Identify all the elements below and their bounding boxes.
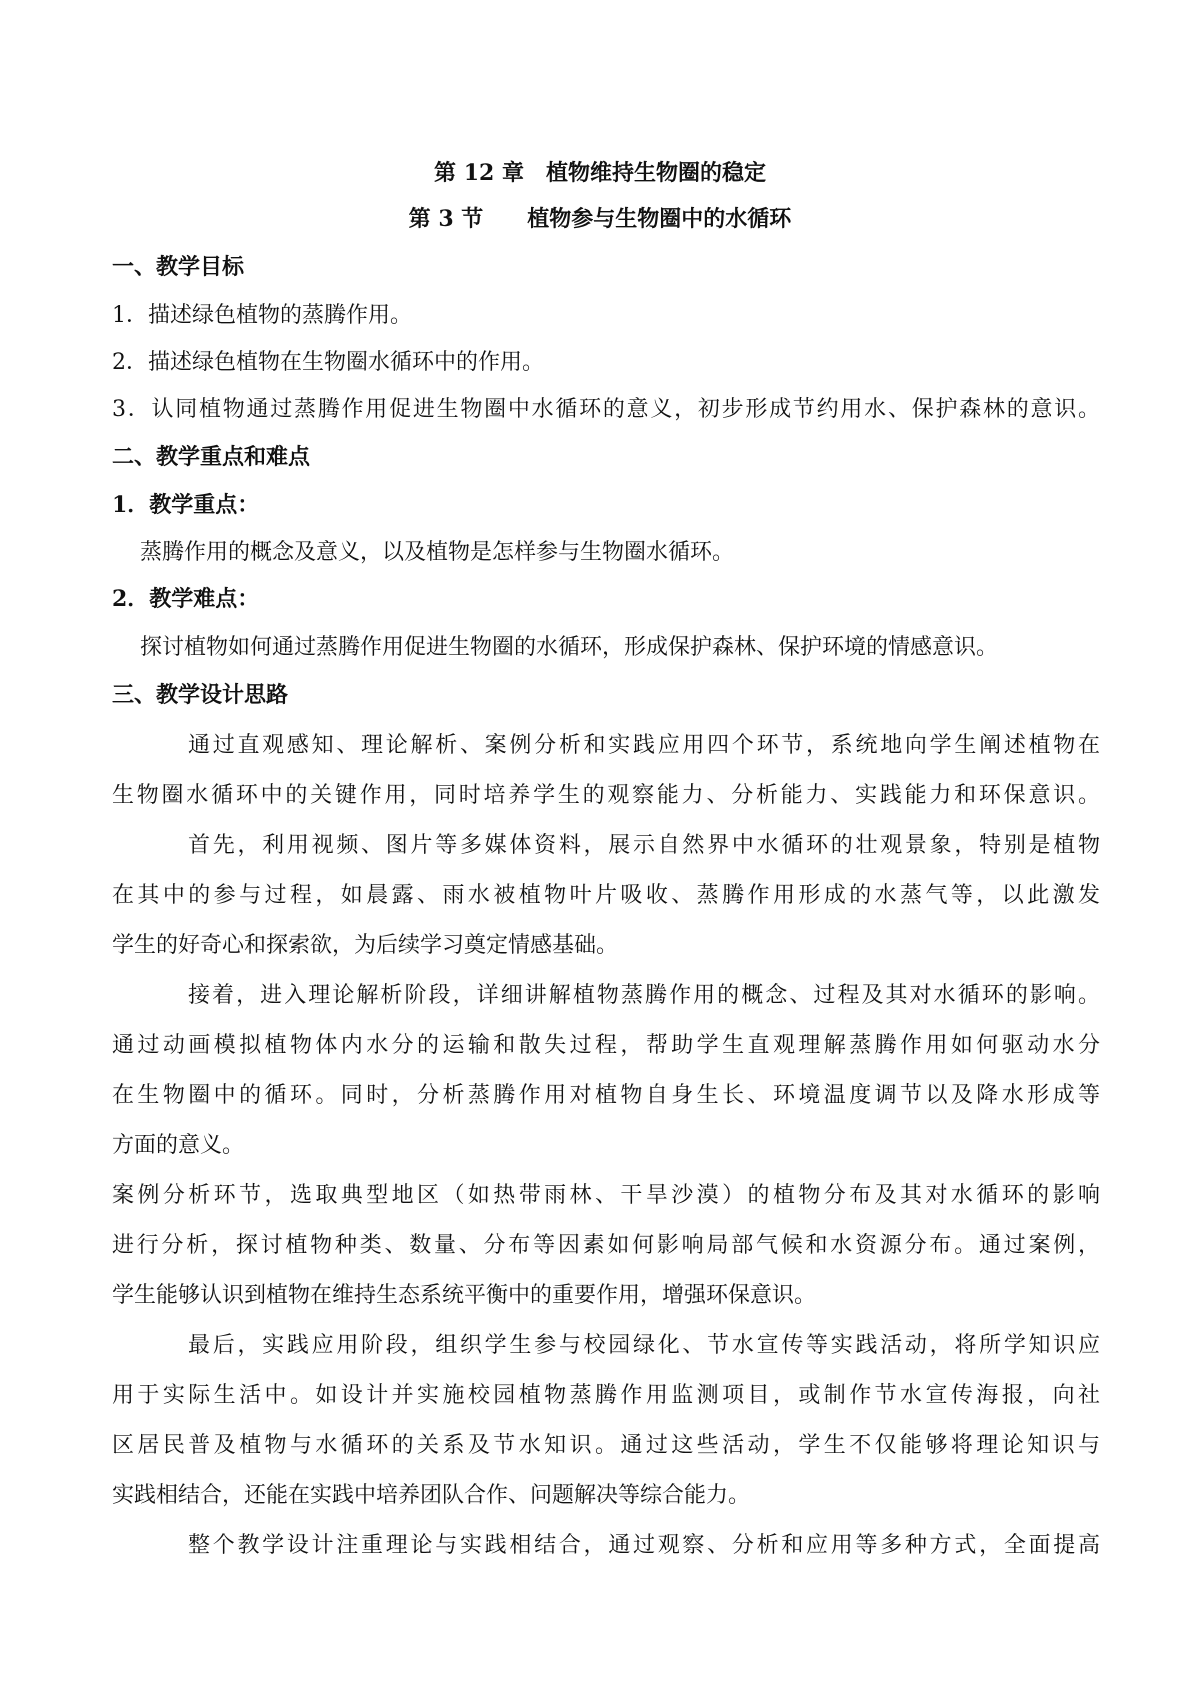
paragraph-5-line-2: 用于实际生活中。如设计并实施校园植物蒸腾作用监测项目，或制作节水宣传海报，向社	[112, 1383, 1100, 1408]
paragraph-5-line-1: 最后，实践应用阶段，组织学生参与校园绿化、节水宣传等实践活动，将所学知识应	[188, 1333, 1100, 1358]
difficult-point-label: 2．教学难点：	[112, 586, 260, 612]
heading-teaching-goals: 一、教学目标	[112, 254, 245, 280]
goal-item-1: 1．描述绿色植物的蒸腾作用。	[112, 303, 412, 328]
key-point-label: 1．教学重点：	[112, 492, 260, 518]
paragraph-1-line-1: 通过直观感知、理论解析、案例分析和实践应用四个环节，系统地向学生阐述植物在	[188, 733, 1100, 758]
paragraph-2-line-3: 学生的好奇心和探索欲，为后续学习奠定情感基础。	[112, 933, 619, 958]
paragraph-4-line-3: 学生能够认识到植物在维持生态系统平衡中的重要作用，增强环保意识。	[112, 1283, 817, 1308]
paragraph-3-line-4: 方面的意义。	[112, 1133, 245, 1158]
key-point-text: 蒸腾作用的概念及意义，以及植物是怎样参与生物圈水循环。	[140, 540, 735, 565]
paragraph-2-line-1: 首先，利用视频、图片等多媒体资料，展示自然界中水循环的壮观景象，特别是植物	[188, 833, 1100, 858]
paragraph-3-line-3: 在生物圈中的循环。同时，分析蒸腾作用对植物自身生长、环境温度调节以及降水形成等	[112, 1083, 1100, 1108]
heading-key-difficult-points: 二、教学重点和难点	[112, 444, 311, 470]
paragraph-1-line-2: 生物圈水循环中的关键作用，同时培养学生的观察能力、分析能力、实践能力和环保意识。	[112, 783, 1100, 808]
heading-design-ideas: 三、教学设计思路	[112, 682, 289, 708]
difficult-point-text: 探讨植物如何通过蒸腾作用促进生物圈的水循环，形成保护森林、保护环境的情感意识。	[140, 635, 999, 660]
paragraph-3-line-2: 通过动画模拟植物体内水分的运输和散失过程，帮助学生直观理解蒸腾作用如何驱动水分	[112, 1033, 1100, 1058]
chapter-title: 第 12 章 植物维持生物圈的稳定	[434, 160, 766, 186]
section-title: 第 3 节 植物参与生物圈中的水循环	[408, 206, 792, 232]
paragraph-2-line-2: 在其中的参与过程，如晨露、雨水被植物叶片吸收、蒸腾作用形成的水蒸气等，以此激发	[112, 883, 1100, 908]
paragraph-5-line-4: 实践相结合，还能在实践中培养团队合作、问题解决等综合能力。	[112, 1483, 751, 1508]
paragraph-6-line-1: 整个教学设计注重理论与实践相结合，通过观察、分析和应用等多种方式，全面提高	[188, 1533, 1100, 1558]
paragraph-5-line-3: 区居民普及植物与水循环的关系及节水知识。通过这些活动，学生不仅能够将理论知识与	[112, 1433, 1100, 1458]
paragraph-3-line-1: 接着，进入理论解析阶段，详细讲解植物蒸腾作用的概念、过程及其对水循环的影响。	[188, 983, 1100, 1008]
goal-item-2: 2．描述绿色植物在生物圈水循环中的作用。	[112, 350, 544, 375]
goal-item-3: 3．认同植物通过蒸腾作用促进生物圈中水循环的意义，初步形成节约用水、保护森林的意识。	[112, 397, 1100, 422]
paragraph-4-line-2: 进行分析，探讨植物种类、数量、分布等因素如何影响局部气候和水资源分布。通过案例，	[112, 1233, 1100, 1258]
paragraph-4-line-1: 案例分析环节，选取典型地区（如热带雨林、干旱沙漠）的植物分布及其对水循环的影响	[112, 1183, 1100, 1208]
